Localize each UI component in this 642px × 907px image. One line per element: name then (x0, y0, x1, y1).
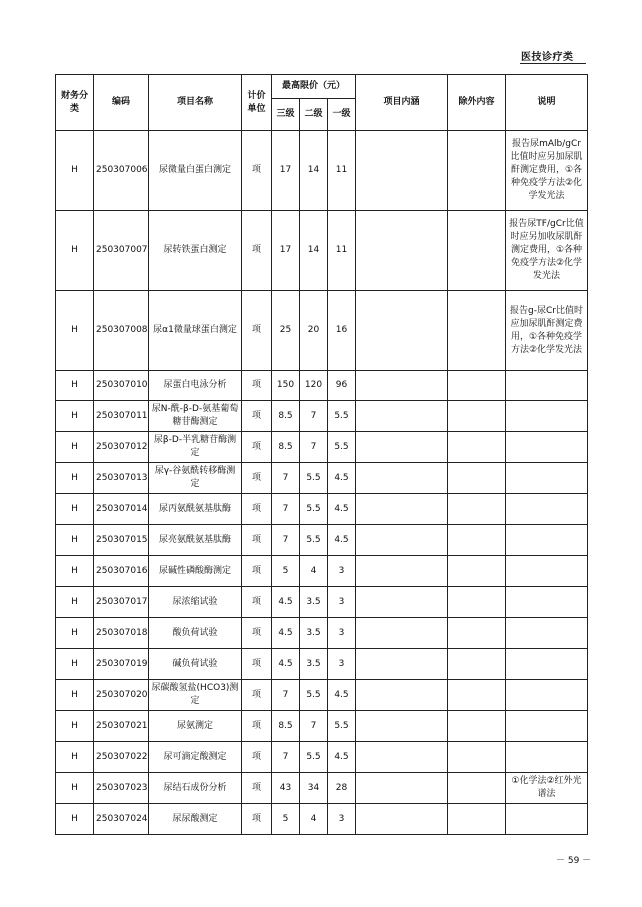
header-finance-class: 财务分类 (56, 75, 94, 131)
price-level2-cell: 14 (300, 131, 328, 211)
price-level1-cell: 11 (328, 211, 356, 291)
code-cell: 250307014 (94, 494, 149, 525)
price-level1-cell: 3 (328, 804, 356, 835)
content-cell (356, 371, 448, 401)
price-level2-cell: 5.5 (300, 680, 328, 711)
notes-cell (506, 649, 588, 680)
notes-cell (506, 432, 588, 463)
header-exclusions: 除外内容 (448, 75, 506, 131)
content-cell (356, 773, 448, 804)
finance-class-cell: H (56, 711, 94, 742)
content-cell (356, 463, 448, 494)
unit-cell: 项 (242, 742, 272, 773)
item-name-cell: 碱负荷试验 (149, 649, 242, 680)
exclusions-cell (448, 131, 506, 211)
finance-class-cell: H (56, 131, 94, 211)
exclusions-cell (448, 401, 506, 432)
price-level2-cell: 20 (300, 291, 328, 371)
notes-cell (506, 556, 588, 587)
content-cell (356, 525, 448, 556)
price-level3-cell: 150 (272, 371, 300, 401)
exclusions-cell (448, 432, 506, 463)
price-level2-cell: 5.5 (300, 525, 328, 556)
price-level2-cell: 7 (300, 432, 328, 463)
price-level1-cell: 3 (328, 587, 356, 618)
price-level2-cell: 7 (300, 711, 328, 742)
price-level1-cell: 3 (328, 556, 356, 587)
notes-cell (506, 494, 588, 525)
code-cell: 250307015 (94, 525, 149, 556)
price-level2-cell: 120 (300, 371, 328, 401)
unit-cell: 项 (242, 711, 272, 742)
table-row (56, 742, 588, 773)
item-name-cell: 尿碳酸氢盐(HCO3)测定 (149, 680, 242, 711)
price-level2-cell: 7 (300, 401, 328, 432)
item-name-cell: 尿α1微量球蛋白测定 (149, 291, 242, 371)
finance-class-cell: H (56, 680, 94, 711)
item-name-cell: 尿亮氨酰氨基肽酶 (149, 525, 242, 556)
price-level3-cell: 17 (272, 131, 300, 211)
header-content: 项目内涵 (356, 75, 448, 131)
exclusions-cell (448, 463, 506, 494)
finance-class-cell: H (56, 773, 94, 804)
item-name-cell: 尿尿酸测定 (149, 804, 242, 835)
price-level1-cell: 5.5 (328, 711, 356, 742)
finance-class-cell: H (56, 291, 94, 371)
exclusions-cell (448, 742, 506, 773)
content-cell (356, 587, 448, 618)
content-cell (356, 649, 448, 680)
notes-cell (506, 525, 588, 556)
table-row (56, 556, 588, 587)
content-cell (356, 432, 448, 463)
item-name-cell: 尿丙氨酰氨基肽酶 (149, 494, 242, 525)
page-number: － 59 － (556, 856, 592, 866)
header-level2: 二级 (300, 99, 328, 131)
finance-class-cell: H (56, 587, 94, 618)
price-level1-cell: 4.5 (328, 525, 356, 556)
price-level3-cell: 4.5 (272, 649, 300, 680)
price-level2-cell: 3.5 (300, 649, 328, 680)
table-row (56, 804, 588, 835)
table-row (56, 291, 588, 371)
price-level3-cell: 25 (272, 291, 300, 371)
notes-cell (506, 804, 588, 835)
price-level1-cell: 3 (328, 618, 356, 649)
price-level2-cell: 5.5 (300, 463, 328, 494)
unit-cell: 项 (242, 432, 272, 463)
notes-cell: ①化学法②红外光谱法 (506, 773, 588, 804)
content-cell (356, 401, 448, 432)
content-cell (356, 211, 448, 291)
price-level2-cell: 5.5 (300, 494, 328, 525)
content-cell (356, 742, 448, 773)
price-level1-cell: 28 (328, 773, 356, 804)
code-cell: 250307012 (94, 432, 149, 463)
code-cell: 250307022 (94, 742, 149, 773)
price-level3-cell: 8.5 (272, 432, 300, 463)
table-row (56, 463, 588, 494)
price-level3-cell: 7 (272, 463, 300, 494)
item-name-cell: 尿碱性磷酸酶测定 (149, 556, 242, 587)
item-name-cell: 尿蛋白电泳分析 (149, 371, 242, 401)
page-category-label: 医技诊疗类 (521, 52, 574, 63)
item-name-cell: 尿γ-谷氨酰转移酶测定 (149, 463, 242, 494)
unit-cell: 项 (242, 587, 272, 618)
unit-cell: 项 (242, 494, 272, 525)
code-cell: 250307013 (94, 463, 149, 494)
notes-cell (506, 401, 588, 432)
item-name-cell: 酸负荷试验 (149, 618, 242, 649)
finance-class-cell: H (56, 556, 94, 587)
exclusions-cell (448, 291, 506, 371)
price-level1-cell: 3 (328, 649, 356, 680)
code-cell: 250307008 (94, 291, 149, 371)
item-name-cell: 尿N-酰-β-D-氨基葡萄糖苷酶测定 (149, 401, 242, 432)
finance-class-cell: H (56, 804, 94, 835)
table-row (56, 211, 588, 291)
exclusions-cell (448, 773, 506, 804)
price-level3-cell: 8.5 (272, 711, 300, 742)
price-level3-cell: 43 (272, 773, 300, 804)
price-level3-cell: 4.5 (272, 587, 300, 618)
content-cell (356, 291, 448, 371)
unit-cell: 项 (242, 463, 272, 494)
item-name-cell: 尿浓缩试验 (149, 587, 242, 618)
code-cell: 250307023 (94, 773, 149, 804)
finance-class-cell: H (56, 525, 94, 556)
price-level1-cell: 4.5 (328, 742, 356, 773)
price-level3-cell: 17 (272, 211, 300, 291)
unit-cell: 项 (242, 649, 272, 680)
unit-cell: 项 (242, 804, 272, 835)
notes-cell (506, 463, 588, 494)
code-cell: 250307011 (94, 401, 149, 432)
code-cell: 250307018 (94, 618, 149, 649)
table-row (56, 773, 588, 804)
exclusions-cell (448, 711, 506, 742)
price-level2-cell: 3.5 (300, 618, 328, 649)
exclusions-cell (448, 587, 506, 618)
notes-cell (506, 371, 588, 401)
item-name-cell: 尿β-D-半乳糖苷酶测定 (149, 432, 242, 463)
exclusions-cell (448, 494, 506, 525)
price-level1-cell: 4.5 (328, 680, 356, 711)
unit-cell: 项 (242, 525, 272, 556)
finance-class-cell: H (56, 211, 94, 291)
price-level3-cell: 8.5 (272, 401, 300, 432)
price-level3-cell: 7 (272, 494, 300, 525)
price-level2-cell: 4 (300, 556, 328, 587)
finance-class-cell: H (56, 463, 94, 494)
table-row (56, 401, 588, 432)
code-cell: 250307021 (94, 711, 149, 742)
header-notes: 说明 (506, 75, 588, 131)
header-level1: 一级 (328, 99, 356, 131)
code-cell: 250307020 (94, 680, 149, 711)
finance-class-cell: H (56, 432, 94, 463)
exclusions-cell (448, 556, 506, 587)
table-row (56, 587, 588, 618)
notes-cell: 报告尿mAlb/gCr比值时应另加尿肌酐测定费用，①各种免疫学方法②化学发光法 (506, 131, 588, 211)
content-cell (356, 680, 448, 711)
unit-cell: 项 (242, 211, 272, 291)
price-level2-cell: 3.5 (300, 587, 328, 618)
table-row (56, 711, 588, 742)
header-code: 编码 (94, 75, 149, 131)
exclusions-cell (448, 371, 506, 401)
code-cell: 250307019 (94, 649, 149, 680)
price-level1-cell: 4.5 (328, 494, 356, 525)
notes-cell (506, 711, 588, 742)
unit-cell: 项 (242, 291, 272, 371)
header-item-name: 项目名称 (149, 75, 242, 131)
price-level3-cell: 4.5 (272, 618, 300, 649)
price-level2-cell: 5.5 (300, 742, 328, 773)
header-max-price: 最高限价（元） (272, 75, 356, 99)
unit-cell: 项 (242, 618, 272, 649)
price-level2-cell: 34 (300, 773, 328, 804)
finance-class-cell: H (56, 371, 94, 401)
content-cell (356, 804, 448, 835)
notes-cell (506, 680, 588, 711)
content-cell (356, 131, 448, 211)
item-name-cell: 尿氨测定 (149, 711, 242, 742)
item-name-cell: 尿转铁蛋白测定 (149, 211, 242, 291)
code-cell: 250307016 (94, 556, 149, 587)
code-cell: 250307010 (94, 371, 149, 401)
finance-class-cell: H (56, 742, 94, 773)
table-row (56, 649, 588, 680)
finance-class-cell: H (56, 618, 94, 649)
item-name-cell: 尿可滴定酸测定 (149, 742, 242, 773)
price-level3-cell: 7 (272, 742, 300, 773)
price-level2-cell: 4 (300, 804, 328, 835)
table-row (56, 131, 588, 211)
price-level1-cell: 11 (328, 131, 356, 211)
header-rule (520, 63, 586, 64)
finance-class-cell: H (56, 649, 94, 680)
table-row (56, 525, 588, 556)
price-level1-cell: 96 (328, 371, 356, 401)
content-cell (356, 556, 448, 587)
notes-cell: 报告g-尿Cr比值时应加尿肌酐测定费用，①各种免疫学方法②化学发光法 (506, 291, 588, 371)
unit-cell: 项 (242, 680, 272, 711)
item-name-cell: 尿结石成份分析 (149, 773, 242, 804)
price-level3-cell: 5 (272, 804, 300, 835)
table-row (56, 494, 588, 525)
exclusions-cell (448, 649, 506, 680)
notes-cell: 报告尿TF/gCr比值时应另加收尿肌酐测定费用，①各种免疫学方法②化学发光法 (506, 211, 588, 291)
finance-class-cell: H (56, 494, 94, 525)
price-level1-cell: 5.5 (328, 401, 356, 432)
price-level2-cell: 14 (300, 211, 328, 291)
code-cell: 250307007 (94, 211, 149, 291)
price-level1-cell: 5.5 (328, 432, 356, 463)
price-level3-cell: 5 (272, 556, 300, 587)
notes-cell (506, 618, 588, 649)
exclusions-cell (448, 618, 506, 649)
exclusions-cell (448, 680, 506, 711)
item-name-cell: 尿微量白蛋白测定 (149, 131, 242, 211)
notes-cell (506, 742, 588, 773)
price-level3-cell: 7 (272, 680, 300, 711)
content-cell (356, 494, 448, 525)
code-cell: 250307006 (94, 131, 149, 211)
code-cell: 250307024 (94, 804, 149, 835)
fee-schedule-table (55, 74, 588, 835)
price-level1-cell: 16 (328, 291, 356, 371)
content-cell (356, 618, 448, 649)
exclusions-cell (448, 211, 506, 291)
content-cell (356, 711, 448, 742)
price-level1-cell: 4.5 (328, 463, 356, 494)
header-unit: 计价单位 (242, 75, 272, 131)
unit-cell: 项 (242, 371, 272, 401)
finance-class-cell: H (56, 401, 94, 432)
unit-cell: 项 (242, 131, 272, 211)
price-level3-cell: 7 (272, 525, 300, 556)
code-cell: 250307017 (94, 587, 149, 618)
unit-cell: 项 (242, 401, 272, 432)
exclusions-cell (448, 804, 506, 835)
notes-cell (506, 587, 588, 618)
header-level3: 三级 (272, 99, 300, 131)
exclusions-cell (448, 525, 506, 556)
table-row (56, 432, 588, 463)
unit-cell: 项 (242, 773, 272, 804)
unit-cell: 项 (242, 556, 272, 587)
table-row (56, 371, 588, 401)
table-row (56, 618, 588, 649)
table-row (56, 680, 588, 711)
